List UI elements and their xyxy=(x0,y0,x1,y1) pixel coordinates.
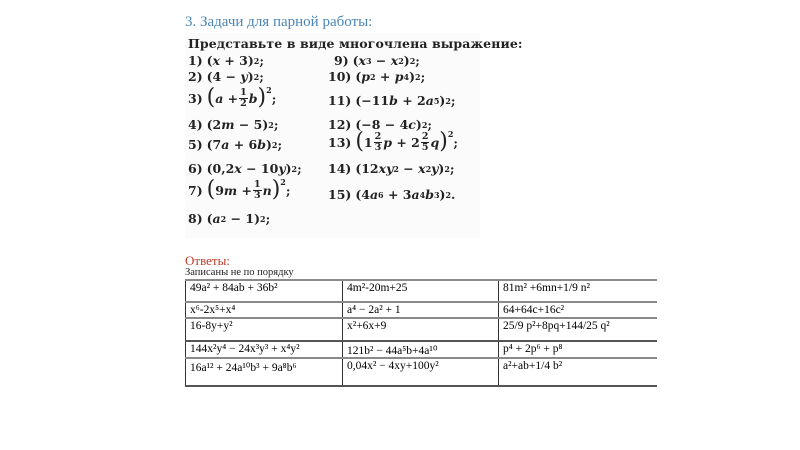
answers-title: Ответы: xyxy=(185,253,230,268)
exercise-2: 2) (4 − y ) 2 ; xyxy=(188,69,264,84)
textbook-exercise-image xyxy=(185,33,523,238)
exercise-10: 10) ( p 2 + p 4 ) 2 ; xyxy=(328,69,426,84)
answer-cell: 49a² + 84ab + 36b² xyxy=(186,280,343,302)
table-row xyxy=(186,341,657,358)
answer-cell: p⁴ + 2p⁶ + p⁸ xyxy=(499,341,657,358)
answer-cell: 121b² − 44a⁵b+4a¹⁰ xyxy=(343,341,499,358)
exercise-11: 11) (−11 b + 2 a 5 ) 2 ; xyxy=(328,93,456,108)
answers-note: Записаны не по порядку xyxy=(185,267,294,278)
answer-cell: 64+64c+16c² xyxy=(499,302,657,318)
answer-cell: x²+6x+9 xyxy=(343,318,499,341)
answer-cell: 16a¹² + 24a¹⁰b³ + 9a⁸b⁶ xyxy=(186,358,343,386)
answer-cell: a²+ab+1/4 b² xyxy=(499,358,657,386)
exercise-7: 7) ( 9 m + $\frac{1}{3}$ n ) 2 ; xyxy=(188,177,291,202)
answer-cell: 4m²-20m+25 xyxy=(343,280,499,302)
exercise-9: 9) ( x 3 − x 2 ) 2 ; xyxy=(334,53,420,68)
exercise-1: 1) ( x + 3) 2 ; xyxy=(188,53,264,68)
table-row xyxy=(186,358,657,386)
answer-cell: 16-8y+y² xyxy=(186,318,343,341)
exercise-14: 14) (12 xy 2 − x 2 y ) 2 ; xyxy=(328,161,455,176)
answer-cell: a⁴ − 2a² + 1 xyxy=(343,302,499,318)
answer-cell: 81m² +6mn+1/9 n² xyxy=(499,280,657,302)
table-row xyxy=(186,280,657,302)
answer-cell: 144x²y⁴ − 24x³y³ + x⁴y² xyxy=(186,341,343,358)
exercise-13: 13) ( 1 $\frac{2}{3}$ p + 2 $\frac{2}{5}$ q ) 2 ; xyxy=(328,129,459,154)
slide-title: 3. Задачи для парной работы: xyxy=(185,14,373,30)
exercise-4: 4) (2 m − 5) 2 ; xyxy=(188,117,279,132)
exercise-instruction: Представьте в виде многочлена выражение: xyxy=(188,36,523,51)
exercise-15: 15) (4 a 6 + 3 a 4 b 3 ) 2 . xyxy=(328,187,456,202)
exercise-12: 12) (−8 − 4 c ) 2 ; xyxy=(328,117,433,132)
answer-cell: 0,04x² − 4xy+100y² xyxy=(343,358,499,386)
answer-cell: 25/9 p²+8pq+144/25 q² xyxy=(499,318,657,341)
table-row xyxy=(186,318,657,341)
table-row xyxy=(186,302,657,318)
exercise-8: 8) ( a 2 − 1) 2 ; xyxy=(188,211,271,226)
answer-cell: x⁶-2x⁵+x⁴ xyxy=(186,302,343,318)
exercise-5: 5) (7 a + 6 b ) 2 ; xyxy=(188,137,283,152)
answers-table xyxy=(185,279,657,387)
exercise-6: 6) (0,2 x − 10 y ) 2 ; xyxy=(188,161,302,176)
exercise-3: 3) ( a + $\frac{1}{2}$ b ) 2 ; xyxy=(188,85,277,110)
